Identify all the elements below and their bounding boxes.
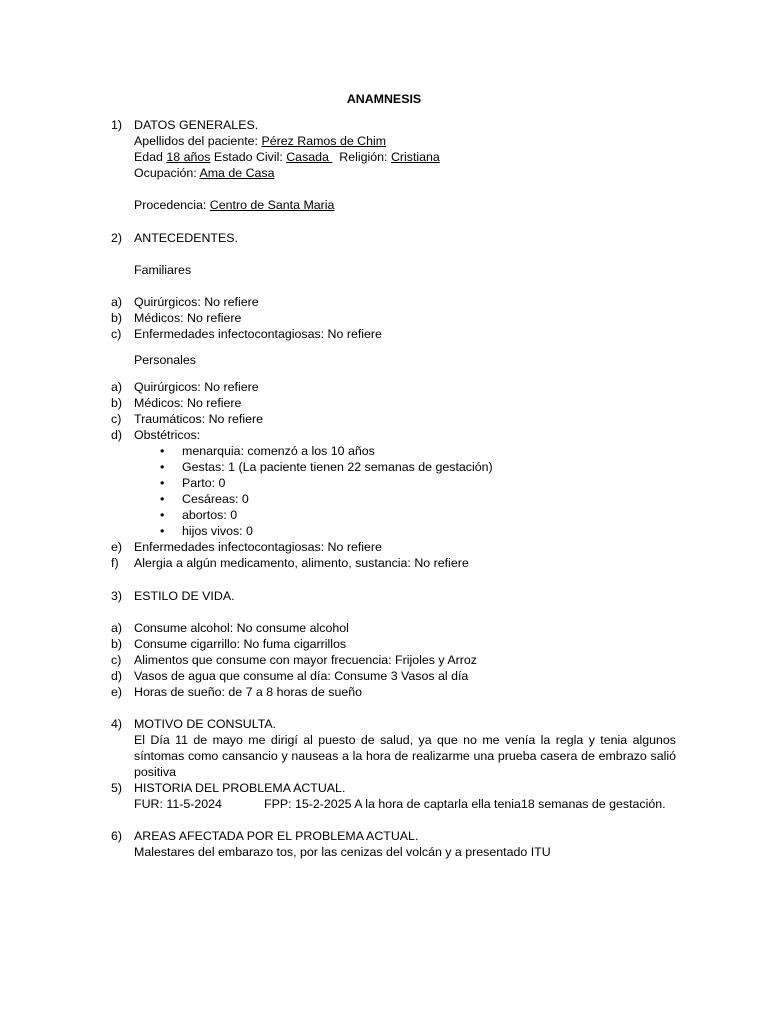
ocupacion-line [134,165,676,181]
item-text: Médicos: No refiere [134,396,242,410]
list-item [111,427,676,443]
item-marker: f) [111,556,119,570]
estado-civil-label: Estado Civil: [210,150,287,164]
bullet-text: abortos: 0 [182,508,238,522]
section-areas-afectadas [111,828,676,860]
procedencia-line [134,197,676,213]
item-text: Obstétricos: [134,428,201,442]
section-heading: HISTORIA DEL PROBLEMA ACTUAL. [134,781,346,795]
fur-text: FUR: 11-5-2024 [134,797,222,811]
section-heading: DATOS GENERALES. [134,118,259,132]
bullet-text: Parto: 0 [182,476,226,490]
item-text: Enfermedades infectocontagiosas: No refiere [134,327,382,341]
estilo-list [111,620,676,700]
list-item [111,294,676,310]
section-heading: MOTIVO DE CONSULTA. [134,717,277,731]
religion-label: Religión: [332,150,391,164]
bullet-item [158,523,676,539]
personales-label: Personales [134,353,196,367]
item-marker: d) [111,669,123,683]
section-estilo-de-vida [111,588,676,700]
areas-text: Malestares del embarazo tos, por las cenizas del volcán y a presentado ITU [134,845,551,859]
bullet-icon: • [160,492,165,506]
section-number: 4) [111,717,123,731]
religion-value: Cristiana [390,150,440,164]
item-marker: c) [111,327,122,341]
item-marker: b) [111,637,123,651]
bullet-icon: • [160,524,165,538]
ocupacion-value: Ama de Casa [199,166,275,180]
apellidos-label: Apellidos del paciente: [134,134,262,148]
fur-fpp-line [134,796,676,812]
item-marker: a) [111,621,123,635]
list-item [111,539,676,555]
list-item [111,310,676,326]
edad-label: Edad [134,150,167,164]
list-item [111,620,676,636]
personales-list [111,379,676,571]
bullet-text: Gestas: 1 (La paciente tienen 22 semanas de gestación) [182,460,493,474]
item-marker: a) [111,380,123,394]
section-datos-generales [111,117,676,213]
item-text: Traumáticos: No refiere [134,412,263,426]
familiares-label: Familiares [134,263,192,277]
section-number: 2) [111,231,123,245]
motivo-text: El Día 11 de mayo me dirigí al puesto de salud, ya que no me venía la regla y tenia algunos síntomas como cansancio y nauseas a la hora de realizarme una prueba casera de embrazo salió positiva [134,733,676,779]
bullet-item [158,475,676,491]
item-marker: e) [111,540,123,554]
item-text: Horas de sueño: de 7 a 8 horas de sueño [134,685,363,699]
bullet-item [158,507,676,523]
list-item [111,411,676,427]
item-marker: c) [111,412,122,426]
list-item [111,636,676,652]
procedencia-value: Centro de Santa Maria [209,198,335,212]
bullet-item [158,491,676,507]
bullet-item [158,443,676,459]
item-marker: c) [111,653,122,667]
bullet-icon: • [160,460,165,474]
bullet-icon: • [160,444,165,458]
item-text: Enfermedades infectocontagiosas: No refiere [134,540,382,554]
edad-line [134,149,676,165]
item-marker: a) [111,295,123,309]
familiares-list [111,294,676,342]
section-number: 6) [111,829,123,843]
list-item [111,668,676,684]
section-historia-problema [111,780,676,812]
list-item [111,684,676,700]
bullet-text: menarquia: comenzó a los 10 años [182,444,375,458]
section-heading: ANTECEDENTES. [134,231,238,245]
item-text: Alimentos que consume con mayor frecuencia: Frijoles y Arroz [134,653,477,667]
item-text: Consume alcohol: No consume alcohol [134,621,349,635]
obstetricos-list [158,443,676,539]
ocupacion-label: Ocupación: [134,166,200,180]
section-number: 1) [111,118,123,132]
item-text: Vasos de agua que consume al día: Consume 3 Vasos al día [134,669,469,683]
apellidos-line [134,133,676,149]
bullet-icon: • [160,508,165,522]
section-heading: ESTILO DE VIDA. [134,589,235,603]
estado-civil-value: Casada [286,150,333,164]
list-item [111,652,676,668]
list-item [111,326,676,342]
fpp-text: FPP: 15-2-2025 A la hora de captarla ella tenia18 semanas de gestación. [264,797,666,811]
bullet-text: Cesáreas: 0 [182,492,249,506]
item-marker: d) [111,428,123,442]
section-antecedentes [111,230,676,571]
section-heading: AREAS AFECTADA POR EL PROBLEMA ACTUAL. [134,829,419,843]
section-motivo-consulta [111,716,676,780]
edad-value: 18 años [166,150,211,164]
item-marker: b) [111,396,123,410]
list-item [111,555,676,571]
list-item [111,395,676,411]
list-item [111,379,676,395]
item-marker: e) [111,685,123,699]
bullet-icon: • [160,476,165,490]
item-text: Alergia a algún medicamento, alimento, sustancia: No refiere [134,556,469,570]
section-number: 3) [111,589,123,603]
item-text: Médicos: No refiere [134,311,242,325]
document-title: ANAMNESIS [346,92,422,106]
item-text: Quirúrgicos: No refiere [134,295,259,309]
item-text: Consume cigarrillo: No fuma cigarrillos [134,637,347,651]
item-text: Quirúrgicos: No refiere [134,380,259,394]
procedencia-label: Procedencia: [134,198,210,212]
bullet-item [158,459,676,475]
section-number: 5) [111,781,123,795]
item-marker: b) [111,311,123,325]
bullet-text: hijos vivos: 0 [182,524,253,538]
apellidos-value: Pérez Ramos de Chim [261,134,387,148]
